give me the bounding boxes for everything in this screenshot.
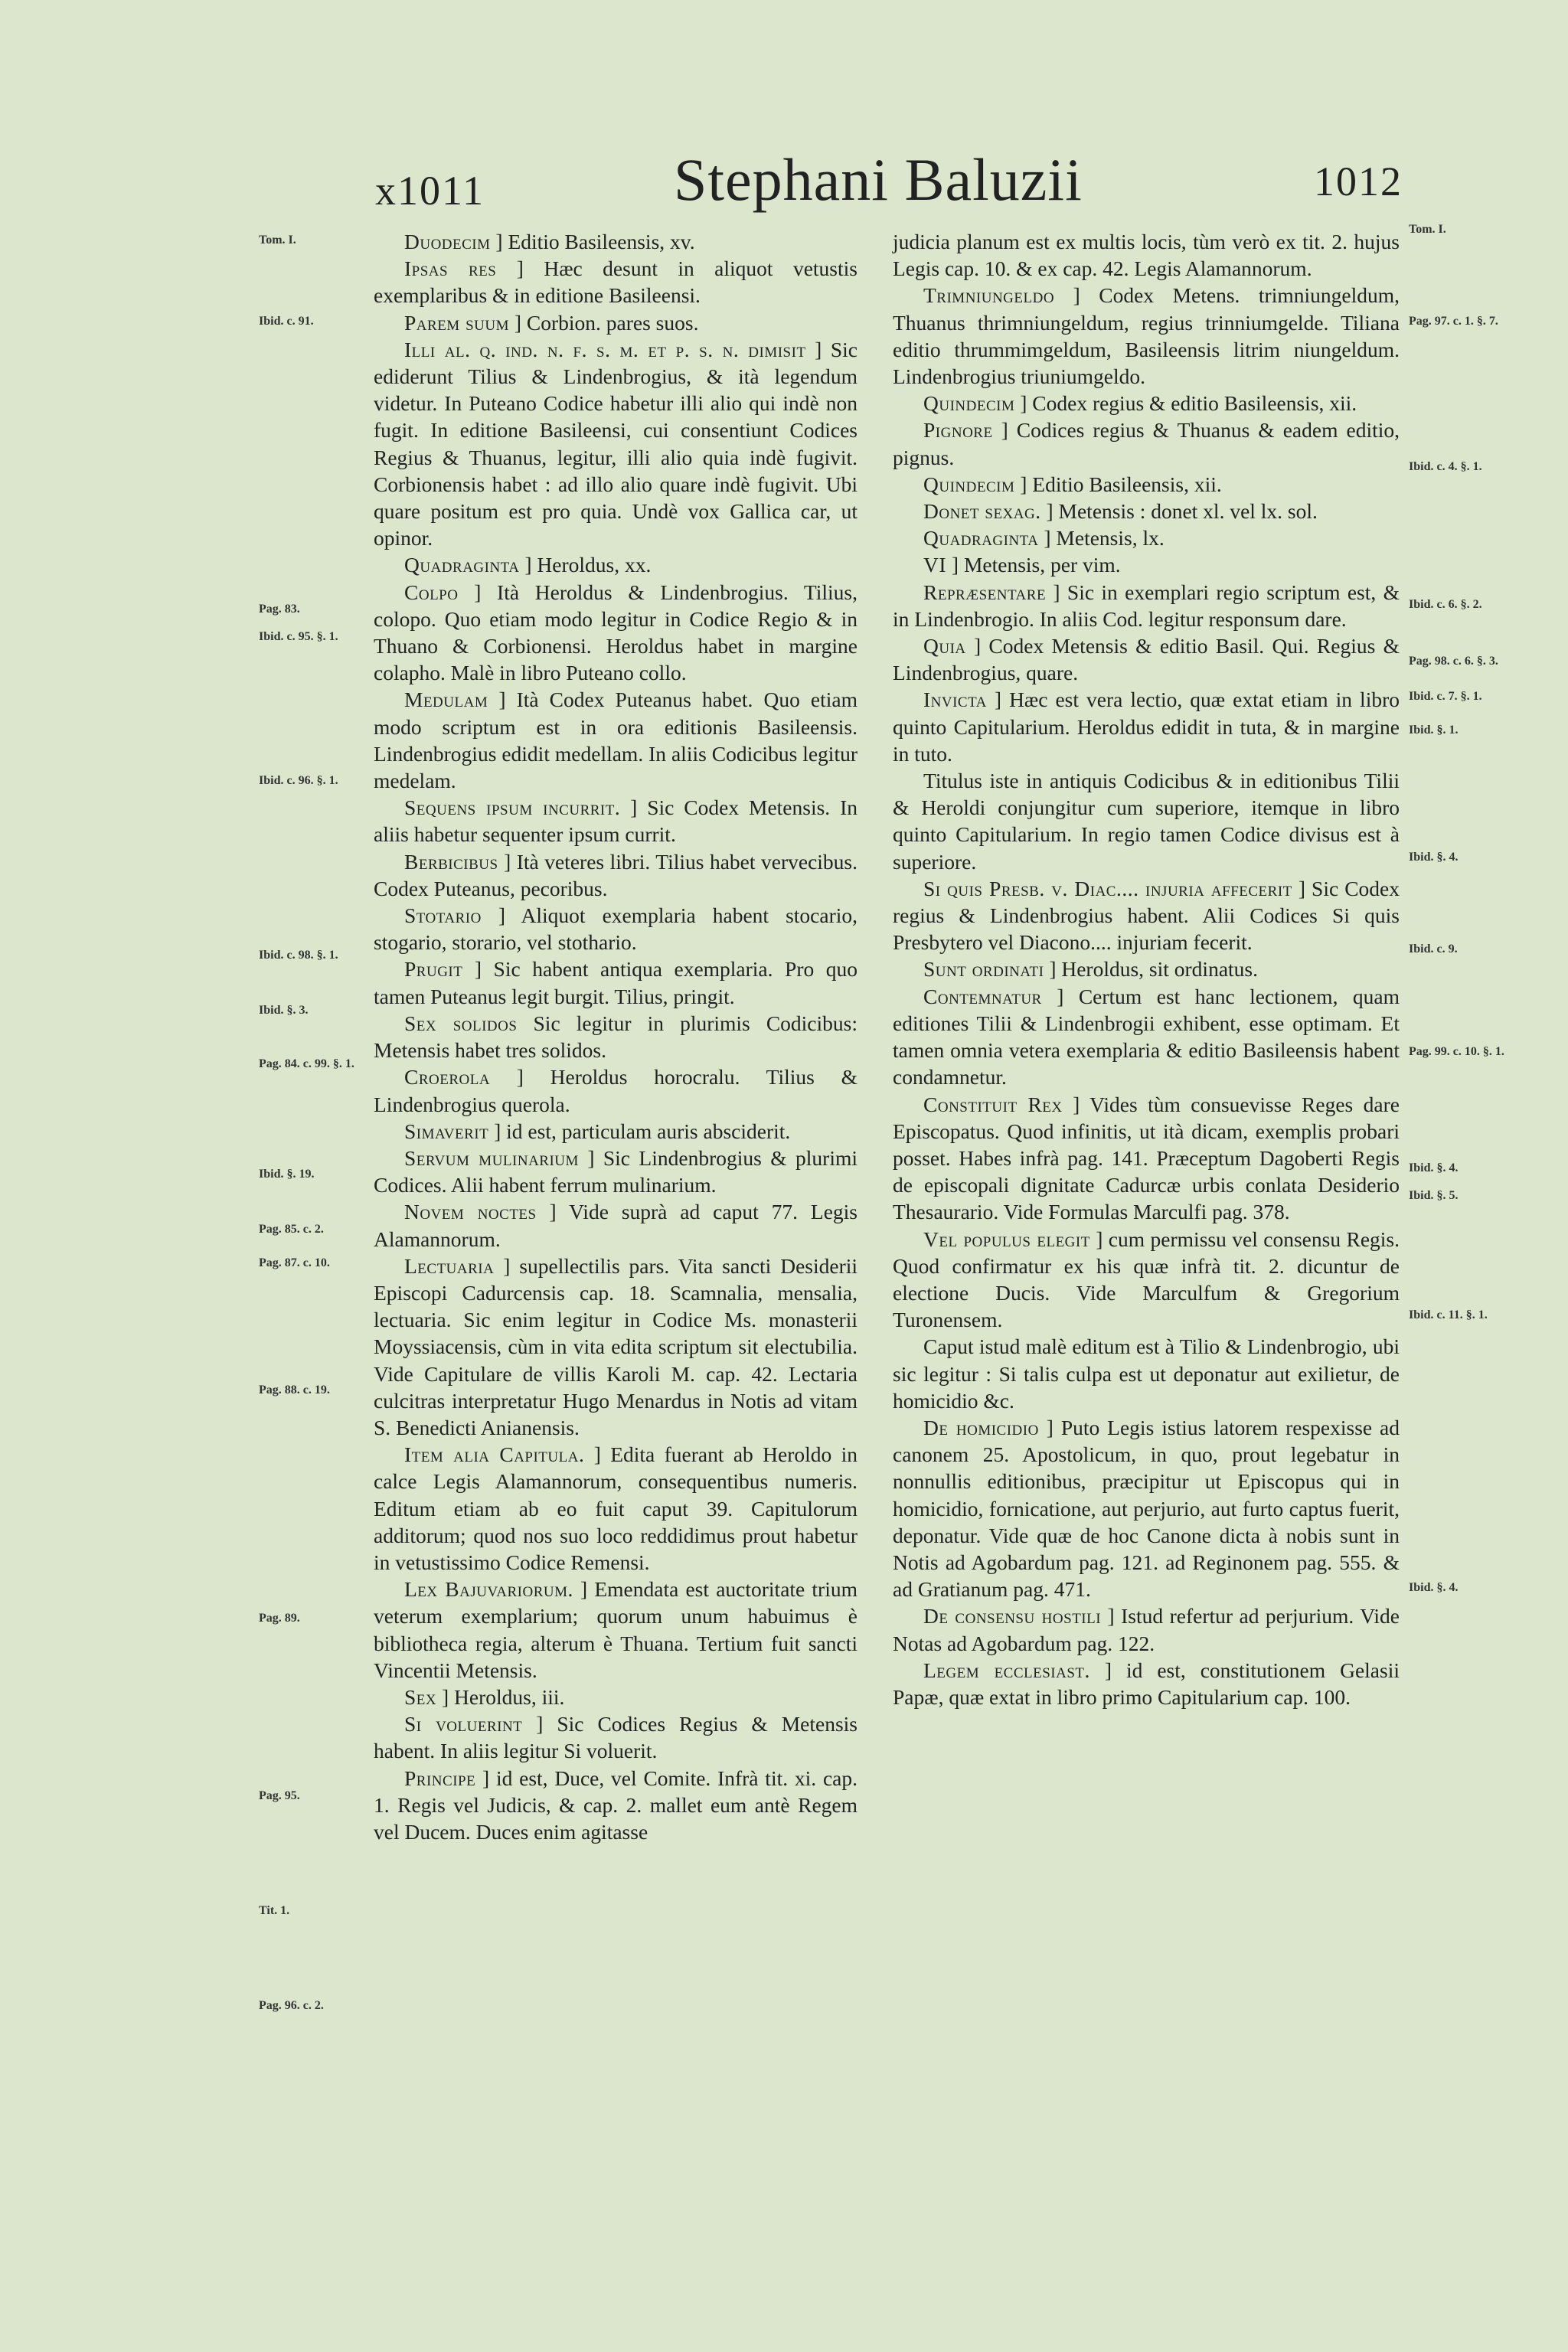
note-entry	[893, 579, 1400, 632]
lemma: Novem noctes	[404, 1200, 537, 1224]
note-entry	[374, 1145, 858, 1198]
note-text: ] Heroldus horocralu. Tilius & Lindenbrogius querola.	[374, 1065, 858, 1116]
lemma: Berbicibus	[404, 849, 498, 874]
note-text: ] Puto Legis istius latorem respexisse ad canonem 25. Apostolicum, in quo, prout legebatur in nonnullis editionibus, præcipitur ut Episcopus qui in homicidio, fornicatione, aut perjurio, aut furto captus fuerit, deponatur. Vide quæ de hoc Canone dicta à nobis sunt in Notis ad Agobardum pag. 121. ad Reginonem pag. 555. & ad Gratianum pag. 471.	[893, 1415, 1400, 1602]
note-text: ] Editio Basileensis, xii.	[1020, 472, 1222, 496]
note-entry	[374, 309, 858, 336]
lemma: Sequens ipsum incurrit.	[404, 795, 621, 820]
right-page-number: 1012	[1314, 158, 1403, 204]
margin-note: Pag. 88. c. 19.	[259, 1383, 330, 1396]
margin-note: Ibid. c. 9.	[1409, 942, 1458, 956]
note-entry	[893, 390, 1400, 416]
note-entry	[374, 1198, 858, 1252]
lemma: Croerola	[404, 1065, 491, 1089]
lemma: Vel populus elegit	[923, 1227, 1090, 1251]
margin-note: Ibid. §. 19.	[259, 1168, 315, 1181]
margin-note: Ibid. c. 6. §. 2.	[1409, 598, 1482, 611]
margin-note: Ibid. c. 4. §. 1.	[1409, 460, 1482, 473]
lemma: Illi al. q. ind. n. f. s. m. et p. s. n. dimisit	[404, 337, 806, 361]
margin-note: Pag. 87. c. 10.	[259, 1256, 330, 1269]
note-entry	[893, 1333, 1400, 1414]
note-text: ] Heroldus, iii.	[442, 1684, 565, 1709]
note-entry	[893, 1226, 1400, 1334]
note-entry	[374, 255, 858, 309]
note-entry	[374, 956, 858, 1009]
note-text: ] Sic Codex regius & Lindenbrogius habent. Alii Codices Si quis Presbytero vel Diacono.... injuriam fecerit.	[893, 876, 1400, 955]
margin-note: Pag. 85. c. 2.	[259, 1223, 324, 1236]
note-text: ] Corbion. pares suos.	[514, 310, 699, 335]
lemma: Medulam	[404, 688, 488, 712]
page-header	[0, 145, 1568, 230]
lemma: Constituit Rex	[923, 1092, 1063, 1116]
note-text: ] Sic Lindenbrogius & plurimi Codices. Alii habent ferrum mulinarium.	[374, 1145, 858, 1197]
note-text: judicia planum est ex multis locis, tùm verò ex tit. 2. hujus Legis cap. 10. & ex cap. 42. Legis Alamannorum.	[893, 230, 1400, 281]
lemma: Sex	[404, 1684, 437, 1709]
right-text-column	[893, 228, 1400, 1710]
lemma: Ipsas res	[404, 256, 497, 281]
margin-note: Ibid. c. 91.	[259, 315, 314, 328]
lemma: Invicta	[923, 688, 987, 712]
lemma: Donet sexag.	[923, 499, 1041, 524]
margin-note: Tom. I.	[1409, 223, 1446, 236]
lemma: Quadraginta	[404, 553, 520, 577]
note-entry	[374, 794, 858, 848]
note-entry	[374, 1118, 858, 1145]
note-entry	[893, 983, 1400, 1091]
lemma: Quadraginta	[923, 526, 1039, 550]
note-text: Titulus iste in antiquis Codicibus & in editionibus Tilii & Heroldi conjungitur cum superiore, itemque in libro quinto Capitularium. In regio tamen Codice divisus est à superiore.	[893, 769, 1400, 874]
lemma: Prugit	[404, 957, 463, 982]
note-entry	[893, 498, 1400, 524]
note-text: ] supellectilis pars. Vita sancti Desiderii Episcopi Cadurcensis cap. 18. Scamnalia, mensalia, lectuaria. Sic enim legitur in Codice Ms. monasterii Moyssiacensis, cùm in vita edita scriptum sit electubilia. Vide Capitulare de villis Karoli M. cap. 42. Lectaria culcitras interpretatur Hugo Menardus in Notis ad vitam S. Benedicti Anianensis.	[374, 1253, 858, 1439]
margin-note: Pag. 89.	[259, 1612, 300, 1625]
lemma: De consensu hostili	[923, 1604, 1102, 1628]
margin-note: Ibid. §. 5.	[1409, 1189, 1459, 1202]
note-entry	[893, 1657, 1400, 1710]
note-entry	[374, 1441, 858, 1576]
lemma: Quindecim	[923, 391, 1015, 416]
margin-note: Pag. 96. c. 2.	[259, 1999, 324, 2012]
note-text: ] Edita fuerant ab Heroldo in calce Legis Alamannorum, consequentibus numeris. Editum etiam ab eo fuit caput 39. Capitulorum additorum; quod nos suo loco reddidimus prout habetur in vetustissimo Codice Remensi.	[374, 1442, 858, 1574]
lemma: Duodecim	[404, 230, 491, 253]
note-text: ] Aliquot exemplaria habent stocario, stogario, storario, vel stothario.	[374, 903, 858, 955]
note-entry	[374, 1010, 858, 1063]
note-text: ] Codex regius & editio Basileensis, xii.	[1020, 391, 1357, 416]
note-text: ] Ità veteres libri. Tilius habet vervecibus. Codex Puteanus, pecoribus.	[374, 849, 858, 900]
note-text: Caput istud malè editum est à Tilio & Lindenbrogio, ubi sic legitur : Si talis culpa est ut deponatur aut exilietur, de homicidio &c.	[893, 1334, 1400, 1413]
margin-note: Ibid. c. 96. §. 1.	[259, 774, 338, 787]
lemma: Trimniungeldo	[923, 283, 1055, 308]
lemma: De homicidio	[923, 1415, 1039, 1439]
note-entry	[893, 875, 1400, 956]
note-text: ] Codex Metens. trimniungeldum, Thuanus thrimniungeldum, regius trinniumgelde. Tiliana editio thrummimgeldum, Basileensis litrim niungeldum. Lindenbrogius triuniumgeldo.	[893, 283, 1400, 389]
margin-note: Pag. 97. c. 1. §. 7.	[1409, 315, 1498, 328]
lemma: Quindecim	[923, 472, 1015, 496]
note-text: ] id est, Duce, vel Comite. Infrà tit. xi. cap. 1. Regis vel Judicis, & cap. 2. mallet eum antè Regem vel Ducem. Duces enim agitasse	[374, 1766, 858, 1844]
left-text-column	[374, 228, 858, 1845]
margin-note: Pag. 83.	[259, 603, 300, 616]
note-text: ] Sic habent antiqua exemplaria. Pro quo tamen Puteanus legit burgit. Tilius, pringit.	[374, 957, 858, 1008]
note-text: ] Codices regius & Thuanus & eadem editio, pignus.	[893, 418, 1400, 469]
note-entry	[893, 767, 1400, 875]
note-text: ] Sic Codices Regius & Metensis habent. In aliis legitur Si voluerit.	[374, 1712, 858, 1763]
margin-note: Ibid. §. 1.	[1409, 724, 1459, 737]
note-entry	[374, 1576, 858, 1684]
lemma: Sunt ordinati	[923, 957, 1044, 982]
margin-note: Pag. 95.	[259, 1789, 300, 1802]
note-text: ] Sic ediderunt Tilius & Lindenbrogius, & ità legendum videtur. In Puteano Codice habetur illi alio qui indè non fugit. In editione Basileensi, cui consentiunt Codices Regius & Thuanus, legitur, illi alio quia indè fugivit. Corbionensis habet : ad illo alio quare indè fugivit. Ubi quare positum est pro quia. Undè vox Gallica car, ut opinor.	[374, 337, 858, 550]
lemma: Quia	[923, 634, 966, 658]
note-entry	[374, 686, 858, 794]
note-entry	[374, 1063, 858, 1117]
note-text: ] Ità Codex Puteanus habet. Quo etiam modo scriptum est in ora editionis Basileensis. Lindenbrogius edidit medellam. In aliis Codicibus legitur medelam.	[374, 688, 858, 793]
margin-note: Ibid. §. 4.	[1409, 851, 1459, 864]
lemma: Sex solidos	[404, 1011, 518, 1035]
note-text: ] id est, constitutionem Gelasii Papæ, quæ extat in libro primo Capitularium cap. 100.	[893, 1658, 1400, 1709]
note-text: ] cum permissu vel consensu Regis. Quod confirmatur ex his quæ infrà tit. 2. dicuntur de electione Ducis. Vide Marculfum & Gregorium Turonensem.	[893, 1227, 1400, 1332]
margin-note: Pag. 84. c. 99. §. 1.	[259, 1057, 354, 1070]
note-text: ] Certum est hanc lectionem, quam editiones Tilii & Lindenbrogii exhibent, esse optimam. Et tamen omnia vetera exemplaria & editio Basileensis habent condamnetur.	[893, 984, 1400, 1089]
note-text: ] Istud refertur ad perjurium. Vide Notas ad Agobardum pag. 122.	[893, 1604, 1400, 1655]
margin-note: Pag. 99. c. 10. §. 1.	[1409, 1045, 1504, 1058]
lemma: Si voluerint	[404, 1712, 523, 1736]
note-text: ] Ità Heroldus & Lindenbrogius. Tilius, colopo. Quo etiam modo legitur in Codice Regio & in Thuano & Corbionensi. Heroldus habet in margine colapho. Malè in libro Puteano collo.	[374, 580, 858, 685]
note-entry	[893, 1602, 1400, 1656]
margin-note: Pag. 98. c. 6. §. 3.	[1409, 655, 1498, 668]
note-text: ] Metensis, per vim.	[951, 553, 1121, 577]
lemma: Lectuaria	[404, 1253, 495, 1278]
margin-note: Ibid. c. 7. §. 1.	[1409, 690, 1482, 703]
note-entry	[374, 902, 858, 956]
lemma: Lex Bajuvariorum.	[404, 1577, 573, 1602]
note-text: ] Metensis : donet xl. vel lx. sol.	[1046, 499, 1318, 524]
margin-note: Ibid. c. 95. §. 1.	[259, 630, 338, 643]
note-entry	[374, 579, 858, 687]
note-entry	[374, 228, 858, 255]
lemma: Parem suum	[404, 310, 509, 335]
note-text: ] Heroldus, xx.	[524, 553, 652, 577]
note-entry	[893, 1091, 1400, 1226]
lemma: Colpo	[404, 580, 459, 604]
note-entry	[893, 524, 1400, 551]
margin-note: Ibid. c. 11. §. 1.	[1409, 1308, 1488, 1321]
note-text: ] Vide suprà ad caput 77. Legis Alamannorum.	[374, 1200, 858, 1251]
note-text: Sic legitur in plurimis Codicibus: Metensis habet tres solidos.	[374, 1011, 858, 1063]
note-text: ] Metensis, lx.	[1044, 526, 1165, 550]
margin-note: Ibid. §. 4.	[1409, 1581, 1459, 1594]
margin-note: Tom. I.	[259, 234, 296, 247]
note-text: ] Hæc est vera lectio, quæ extat etiam in libro quinto Capitularium. Heroldus edidit in tuta, & in margine in tuto.	[893, 688, 1400, 766]
note-entry	[374, 1765, 858, 1846]
note-entry	[893, 416, 1400, 470]
note-text: ] Hæc desunt in aliquot vetustis exemplaribus & in editione Basileensi.	[374, 256, 858, 308]
note-entry	[893, 282, 1400, 390]
lemma: Simaverit	[404, 1119, 489, 1143]
lemma: Contemnatur	[923, 984, 1042, 1008]
margin-note: Ibid. §. 4.	[1409, 1161, 1459, 1174]
note-entry	[374, 848, 858, 902]
note-entry	[374, 1710, 858, 1764]
note-entry	[893, 551, 1400, 578]
lemma: VI	[923, 553, 947, 577]
note-entry	[893, 632, 1400, 686]
note-text: ] Codex Metensis & editio Basil. Qui. Regius & Lindenbrogius, quare.	[893, 634, 1400, 685]
note-text: ] Vides tùm consuevisse Reges dare Episcopatus. Quod infinitis, ut ità dicam, exemplis probari posset. Habes infrà pag. 141. Præceptum Dagoberti Regis de episcopali dignitate Cadurcæ urbis conlata Desiderio Thesaurario. Vide Formulas Marculfi pag. 378.	[893, 1092, 1400, 1224]
margin-note: Tit. 1.	[259, 1904, 290, 1917]
lemma: Si quis Presb. v. Diac.... injuria affecerit	[923, 876, 1292, 900]
note-entry	[893, 956, 1400, 982]
note-entry	[893, 686, 1400, 767]
note-entry	[893, 471, 1400, 498]
lemma: Legem ecclesiast.	[923, 1658, 1090, 1682]
margin-note: Ibid. §. 3.	[259, 1004, 309, 1017]
note-entry	[893, 1414, 1400, 1602]
note-entry	[893, 228, 1400, 282]
margin-note: Ibid. c. 98. §. 1.	[259, 949, 338, 962]
note-text: ] Emendata est auctoritate trium veterum exemplarium; quorum unum habuimus è bibliotheca regia, alterum è Thuana. Tertium fuit sancti Vincentii Metensis.	[374, 1577, 858, 1682]
running-title: Stephani Baluzii	[674, 146, 1083, 213]
lemma: Repræsentare	[923, 580, 1047, 604]
note-text: ] Editio Basileensis, xv.	[495, 230, 695, 253]
note-entry	[374, 336, 858, 552]
note-text: ] Sic Codex Metensis. In aliis habetur sequenter ipsum currit.	[374, 795, 858, 847]
note-entry	[374, 1684, 858, 1710]
lemma: Principe	[404, 1766, 476, 1790]
note-entry	[374, 551, 858, 578]
left-page-number: x1011	[375, 168, 485, 214]
lemma: Pignore	[923, 418, 993, 443]
note-text: ] Heroldus, sit ordinatus.	[1049, 957, 1258, 982]
note-entry	[374, 1253, 858, 1441]
note-text: ] Sic in exemplari regio scriptum est, & in Lindenbrogio. In aliis Cod. legitur responsum dare.	[893, 580, 1400, 631]
lemma: Stotario	[404, 903, 482, 928]
note-text: ] id est, particulam auris absciderit.	[494, 1119, 791, 1143]
lemma: Item alia Capitula.	[404, 1442, 585, 1467]
lemma: Servum mulinarium	[404, 1145, 579, 1170]
